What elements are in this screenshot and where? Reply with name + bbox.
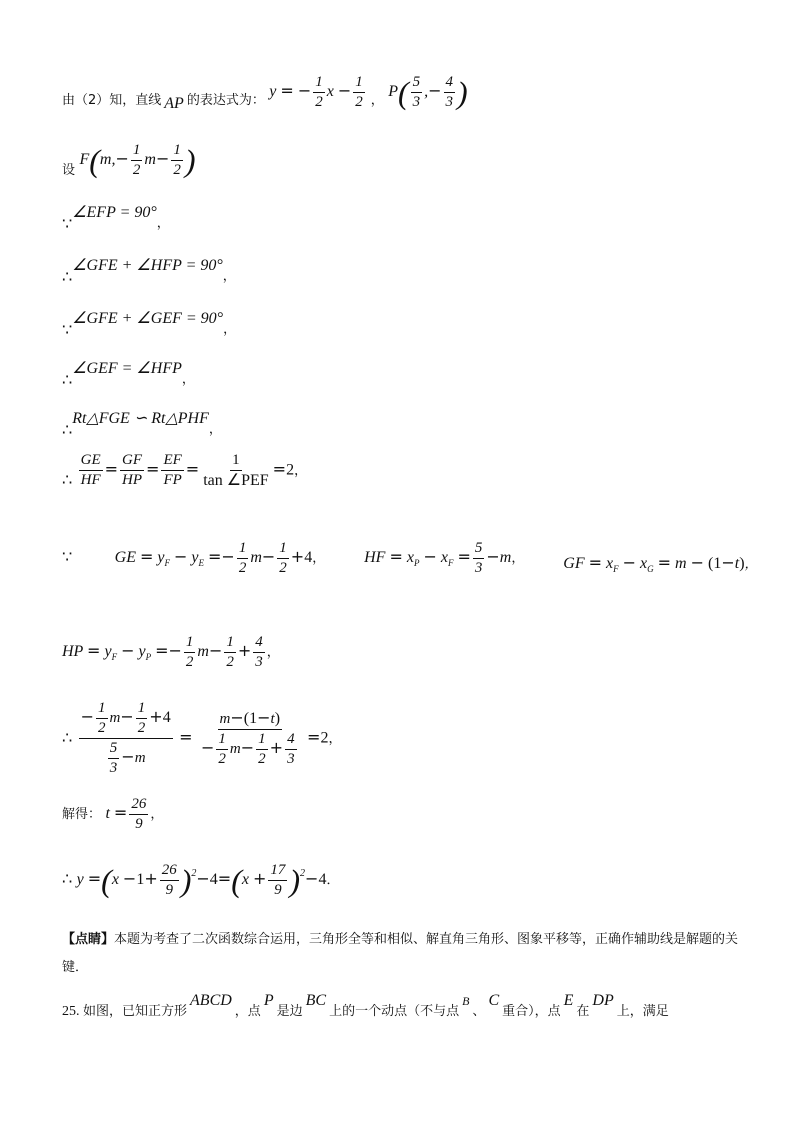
formula-line-ap: y = − $\frac{1}{2}$ x − $\frac{1}{2}$ bbox=[269, 74, 363, 110]
note-label: 【点睛】 bbox=[62, 932, 115, 947]
note-text: 本题为考查了二次函数综合运用，三角形全等和相似、解直角三角形、图象平移等，正确作辅助线是解题的关键． bbox=[62, 932, 739, 975]
note-comment bbox=[62, 926, 742, 982]
line-angle-efp: ∵∠EFP = 90°， bbox=[62, 204, 170, 233]
text-expression-label: 的表达式为： bbox=[186, 93, 265, 109]
point-f: F(m,− $\frac{1}{2}$ m− $\frac{1}{2}$ ) bbox=[79, 142, 196, 179]
line-segment-lengths: ∵ GE = $y_F - y_E$ =− $\frac{1}{2}$ m− $\frac{1}{2}$ +4， HF = $x_P - x_F$ = $\frac{5}{3}$ −m， GF = $x_F - x_G = m - (1-t)$， bbox=[62, 540, 758, 576]
line-angle-sum-2: ∵∠GFE + ∠GEF = 90°， bbox=[62, 310, 237, 339]
line-solve-t: 解得： t = $\frac{26}{9}$ ， bbox=[62, 796, 164, 832]
line-similar-triangles: ∴Rt△FGE ∽ Rt△PHF， bbox=[62, 410, 222, 439]
question-25: 25. 如图，已知正方形ABCD，点P是边BC上的一个动点（不与点B、C重合），点E在DP上，满足 bbox=[62, 992, 669, 1019]
line-angle-equal: ∴∠GEF = ∠HFP， bbox=[62, 360, 195, 389]
line-ratio: ∴ $\frac{GE}{HF}$ = $\frac{GF}{HP}$ = $\frac{EF}{FP}$ = $\frac{1}{\text{tan ∠PEF}}$ =2， bbox=[62, 452, 308, 489]
line-ap-expression: 由（2）知，直线 AP 的表达式为： y = − $\frac{1}{2}$ x − $\frac{1}{2}$ ， P( $\frac{5}{3}$ ,− $\frac{4}{3}$ ) bbox=[62, 74, 468, 113]
line-set-f: 设 F(m,− $\frac{1}{2}$ m− $\frac{1}{2}$ ) bbox=[62, 142, 196, 179]
line-hp: HP = $y_F - y_P$ =− $\frac{1}{2}$ m− $\frac{1}{2}$ + $\frac{4}{3}$ ， bbox=[62, 634, 280, 670]
line-equation: ∴ − $\frac{1}{2}$ m− $\frac{1}{2}$ +4 $\frac{5}{3}$ −m = m−(1−t) − $\frac{1}{2}$ m− $\frac{1}{2}$ + $\frac{4}{3}$ =2， bbox=[62, 700, 342, 776]
text-prefix: 由（2）知，直线 bbox=[62, 93, 162, 109]
point-p: P( $\frac{5}{3}$ ,− $\frac{4}{3}$ ) bbox=[388, 74, 468, 111]
var-ap: AP bbox=[164, 95, 184, 113]
line-angle-sum-1: ∴∠GFE + ∠HFP = 90°， bbox=[62, 257, 236, 286]
line-final-function: ∴ y =(x −1+ $\frac{26}{9}$ )$^2$−4=(x + $\frac{17}{9}$ )$^2$−4． bbox=[62, 862, 340, 899]
